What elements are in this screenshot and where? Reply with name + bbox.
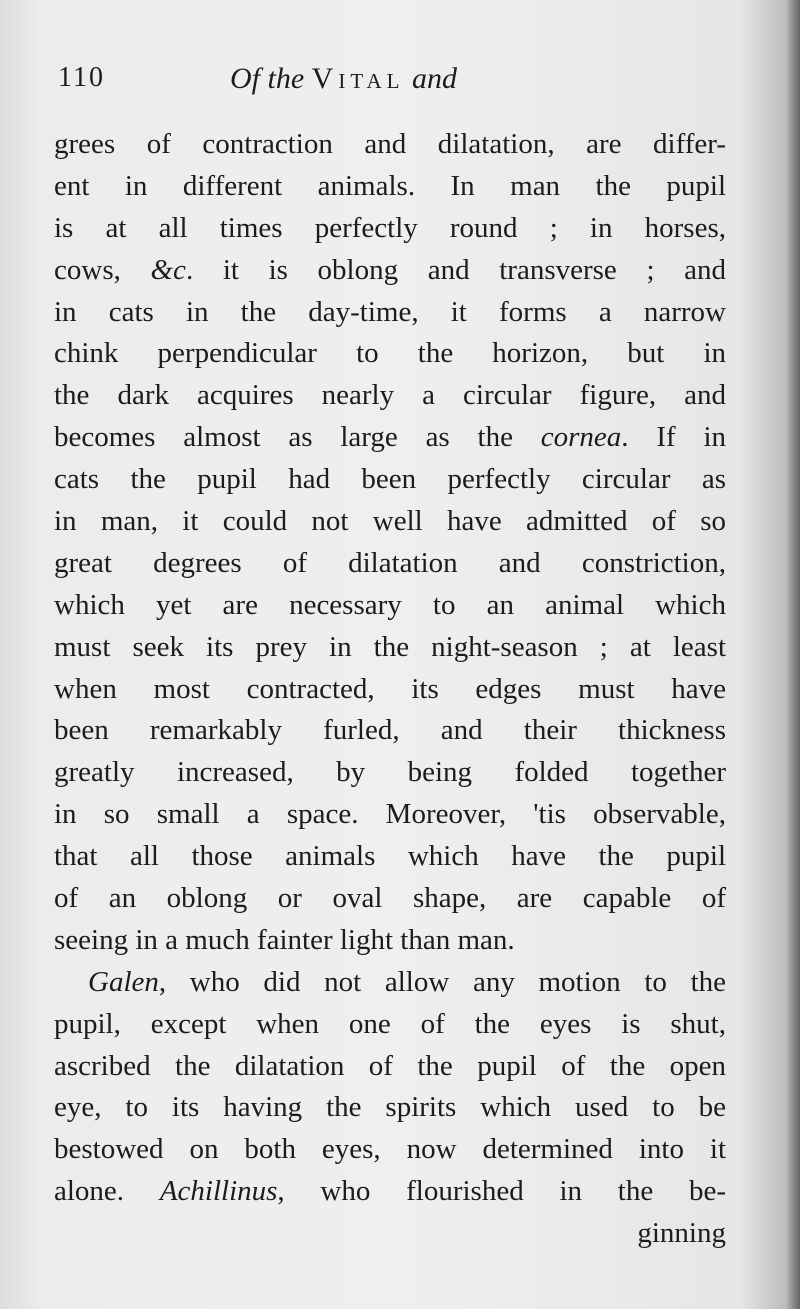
text-line: is at all times perfectly round ; in horses, xyxy=(54,211,726,244)
text-line: which yet are necessary to an animal which xyxy=(54,588,726,621)
running-head xyxy=(230,62,457,96)
text-line: grees of contraction and dilatation, are differ- xyxy=(54,128,726,160)
text-line: pupil, except when one of the eyes is shut, xyxy=(54,1007,726,1040)
text-line: Galen, who did not allow any motion to the xyxy=(88,965,726,998)
page-header xyxy=(58,62,728,102)
text-line: cats the pupil had been perfectly circular as xyxy=(54,463,726,496)
running-head-suffix: and xyxy=(411,62,457,95)
catchword: ginning xyxy=(637,1217,726,1250)
text-line: that all those animals which have the pupil xyxy=(54,840,726,873)
text-line: seeing in a much fainter light than man. xyxy=(54,923,515,956)
running-head-main: Vital xyxy=(311,62,405,95)
text-line: the dark acquires nearly a circular figure, and xyxy=(54,379,726,412)
text-line: of an oblong or oval shape, are capable of xyxy=(54,882,726,915)
text-line: great degrees of dilatation and constriction, xyxy=(54,546,726,579)
body-text xyxy=(54,124,726,1255)
running-head-prefix: Of the xyxy=(230,62,305,95)
text-line: ent in different animals. In man the pupil xyxy=(54,169,726,202)
text-line: bestowed on both eyes, now determined into it xyxy=(54,1133,726,1166)
text-line: greatly increased, by being folded together xyxy=(54,756,726,789)
text-line: chink perpendicular to the horizon, but in xyxy=(54,337,726,370)
text-line: in man, it could not well have admitted of so xyxy=(54,505,726,538)
text-line: been remarkably furled, and their thickness xyxy=(54,714,726,747)
text-line: when most contracted, its edges must have xyxy=(54,672,726,705)
text-line: in cats in the day-time, it forms a narrow xyxy=(54,295,726,328)
page-number: 110 xyxy=(58,62,105,93)
text-line: alone. Achillinus, who flourished in the be- xyxy=(54,1175,726,1208)
text-line: ascribed the dilatation of the pupil of the open xyxy=(54,1049,726,1082)
text-line: in so small a space. Moreover, 'tis observable, xyxy=(54,798,726,831)
page-edge-shadow xyxy=(786,0,800,1309)
text-line: cows, &c. it is oblong and transverse ; and xyxy=(54,253,727,286)
text-line: eye, to its having the spirits which used to be xyxy=(54,1091,726,1124)
text-line: becomes almost as large as the cornea. If in xyxy=(54,421,726,454)
text-line: must seek its prey in the night-season ; at least xyxy=(54,630,726,663)
